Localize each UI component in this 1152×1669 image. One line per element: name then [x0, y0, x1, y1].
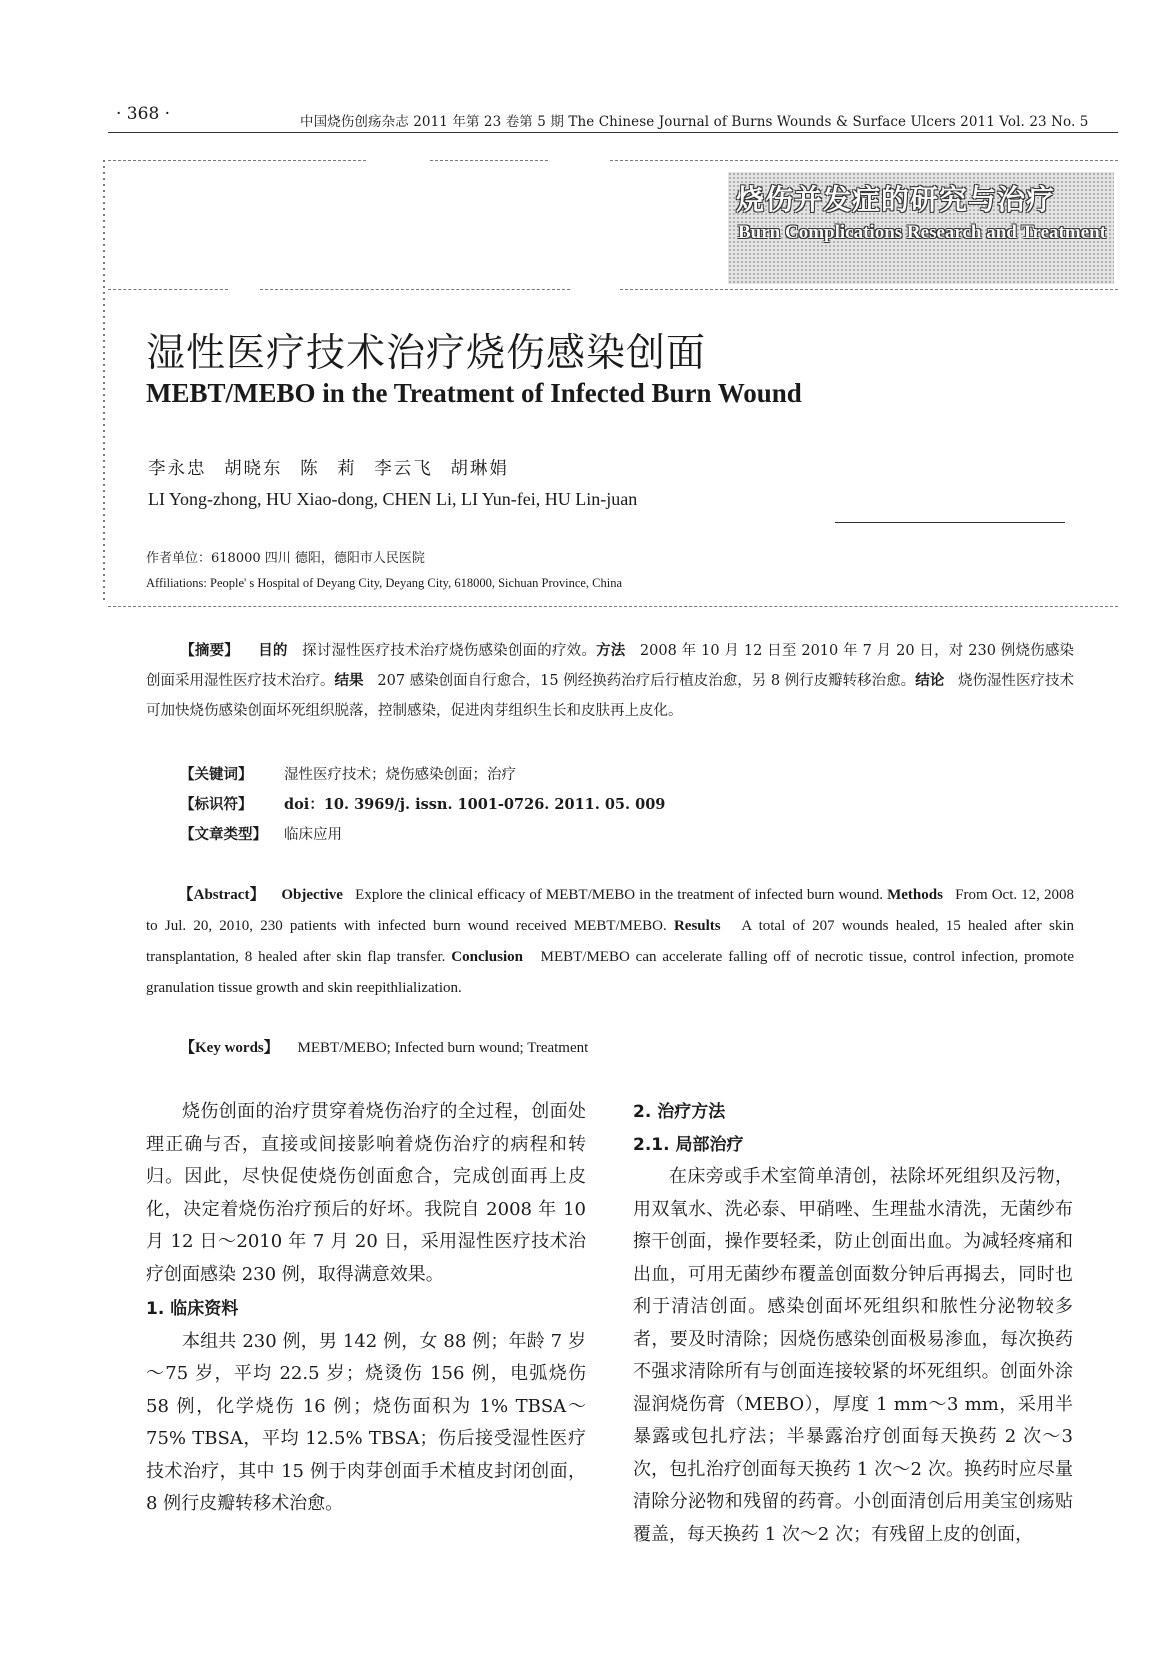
- objective-en-text: Explore the clinical efficacy of MEBT/MEBO in the treatment of infected burn wound.: [355, 887, 884, 903]
- dashed-rule: [260, 289, 570, 290]
- objective-label: 目的: [258, 642, 288, 659]
- identifier-label: 【标识符】: [180, 796, 253, 813]
- article-type-row: [180, 823, 342, 844]
- keywords-label: 【关键词】: [180, 766, 253, 783]
- keywords-en-row: [180, 1036, 588, 1057]
- methods-en-label: Methods: [887, 887, 943, 903]
- dashed-rule: [108, 289, 228, 290]
- article-type-label: 【文章类型】: [180, 826, 267, 843]
- objective-en-label: Objective: [281, 887, 343, 903]
- banner-title-en: Burn Complications Research and Treatment: [738, 222, 1107, 243]
- header-rule: [108, 132, 1118, 133]
- section-2-heading: 2. 治疗方法: [633, 1102, 726, 1122]
- authors-en: LI Yong-zhong, HU Xiao-dong, CHEN Li, LI Yun-fei, HU Lin-juan: [148, 489, 638, 509]
- conclusion-en-text: MEBT/MEBO can accelerate falling off of necrotic tissue, control infection, promote granulation tissue growth and skin reepithlialization.: [146, 949, 1075, 996]
- abstract-en: [146, 880, 1074, 1004]
- methods-text: 2008 年 10 月 12 日至 2010 年 7 月 20 日，对 230 例烧伤感染创面采用湿性医疗技术治疗。: [146, 643, 1075, 689]
- body-column-right: [633, 1096, 1073, 1551]
- authors-cn: 李永忠 胡晓东 陈 莉 李云飞 胡琳娟: [148, 459, 509, 479]
- author-rule: [835, 522, 1065, 523]
- conclusion-en-label: Conclusion: [451, 949, 523, 965]
- methods-en-text: From Oct. 12, 2008 to Jul. 20, 2010, 230 patients with infected burn wound received MEBT/MEBO.: [146, 887, 1074, 934]
- section-2-1-heading: 2.1. 局部治疗: [633, 1134, 744, 1155]
- affiliation-en: Affiliations: People' s Hospital of Deyang City, Deyang City, 618000, Sichuan Province, China: [146, 576, 623, 590]
- page-number: · 368 ·: [116, 104, 171, 124]
- doi-text: doi：10. 3969/j. issn. 1001-0726. 2011. 05. 009: [284, 796, 666, 813]
- conclusion-label: 结论: [915, 672, 945, 689]
- dotted-left-rail: [101, 158, 109, 604]
- article-title-cn: 湿性医疗技术治疗烧伤感染创面: [146, 331, 707, 376]
- affiliation-cn: 作者单位：618000 四川 德阳，德阳市人民医院: [146, 551, 425, 566]
- banner-title-cn: 烧伤并发症的研究与治疗: [736, 183, 1056, 216]
- identifier-row: [180, 793, 665, 814]
- objective-text: 探讨湿性医疗技术治疗烧伤感染创面的疗效。: [302, 643, 597, 659]
- abstract-en-label: 【Abstract】: [178, 887, 266, 903]
- article-title-en: MEBT/MEBO in the Treatment of Infected Burn Wound: [146, 378, 802, 408]
- results-label: 结果: [334, 672, 364, 689]
- section-2-1-paragraph: 在床旁或手术室简单清创，祛除坏死组织及污物，用双氧水、洗必泰、甲硝唑、生理盐水清洗，无菌纱布擦干创面，操作要轻柔，防止创面出血。为减轻疼痛和出血，可用无菌纱布覆盖创面数分钟后再揭去，同时也利于清洁创面。感染创面坏死组织和脓性分泌物较多者，要及时清除；因烧伤感染创面极易渗血，每次换药不强求清除所有与创面连接较紧的坏死组织。创面外涂湿润烧伤膏（MEBO），厚度 1 mm～3 mm，采用半暴露或包扎疗法；半暴露治疗创面每天换药 2 次～3 次，包扎治疗创面每天换药 1 次～2 次。换药时应尽量清除分泌物和残留的药膏。小创面清创后用美宝创疡贴覆盖，每天换药 1 次～2 次；有残留上皮的创面，: [633, 1166, 1073, 1545]
- dashed-rule: [430, 160, 548, 161]
- keywords-en-text: MEBT/MEBO; Infected burn wound; Treatment: [297, 1040, 589, 1056]
- dashed-rule: [620, 289, 1118, 290]
- abstract-cn: [146, 636, 1074, 726]
- dashed-rule: [610, 160, 1118, 161]
- keywords-row: [180, 763, 516, 784]
- intro-paragraph: 烧伤创面的治疗贯穿着烧伤治疗的全过程，创面处理正确与否，直接或间接影响着烧伤治疗的病程和转归。因此，尽快促使烧伤创面愈合，完成创面再上皮化，决定着烧伤治疗预后的好坏。我院自 2008 年 10 月 12 日～2010 年 7 月 20 日，采用湿性医疗技术治疗创面感染 230 例，取得满意效果。: [146, 1101, 586, 1285]
- dashed-rule: [108, 160, 366, 161]
- results-en-text: A total of 207 wounds healed, 15 healed after skin transplantation, 8 healed after skin flap transfer.: [146, 918, 1074, 965]
- section-1-paragraph: 本组共 230 例，男 142 例，女 88 例；年龄 7 岁～75 岁，平均 22.5 岁；烧烫伤 156 例，电弧烧伤 58 例，化学烧伤 16 例；烧伤面积为 1% TBSA～75% TBSA，平均 12.5% TBSA；伤后接受湿性医疗技术治疗，其中 15 例于肉芽创面手术植皮封闭创面，8 例行皮瓣转移术治愈。: [146, 1330, 586, 1514]
- conclusion-text: 烧伤湿性医疗技术可加快烧伤感染创面坏死组织脱落，控制感染，促进肉芽组织生长和皮肤再上皮化。: [146, 673, 1075, 719]
- section-1-heading: 1. 临床资料: [146, 1299, 239, 1319]
- results-text: 207 感染创面自行愈合，15 例经换药治疗后行植皮治愈，另 8 例行皮瓣转移治愈。: [377, 673, 916, 689]
- keywords-en-label: 【Key words】: [180, 1040, 279, 1056]
- body-column-left: [146, 1096, 586, 1521]
- article-type-text: 临床应用: [284, 827, 342, 843]
- results-en-label: Results: [673, 918, 721, 934]
- abstract-label: 【摘要】: [180, 642, 239, 659]
- keywords-text: 湿性医疗技术；烧伤感染创面；治疗: [284, 767, 516, 783]
- running-head: 中国烧伤创疡杂志 2011 年第 23 卷第 5 期 The Chinese Journal of Burns Wounds & Surface Ulcers 2011 Vol. 23 No. 5: [300, 114, 1089, 130]
- methods-label: 方法: [596, 642, 626, 659]
- dashed-rule: [108, 606, 1118, 607]
